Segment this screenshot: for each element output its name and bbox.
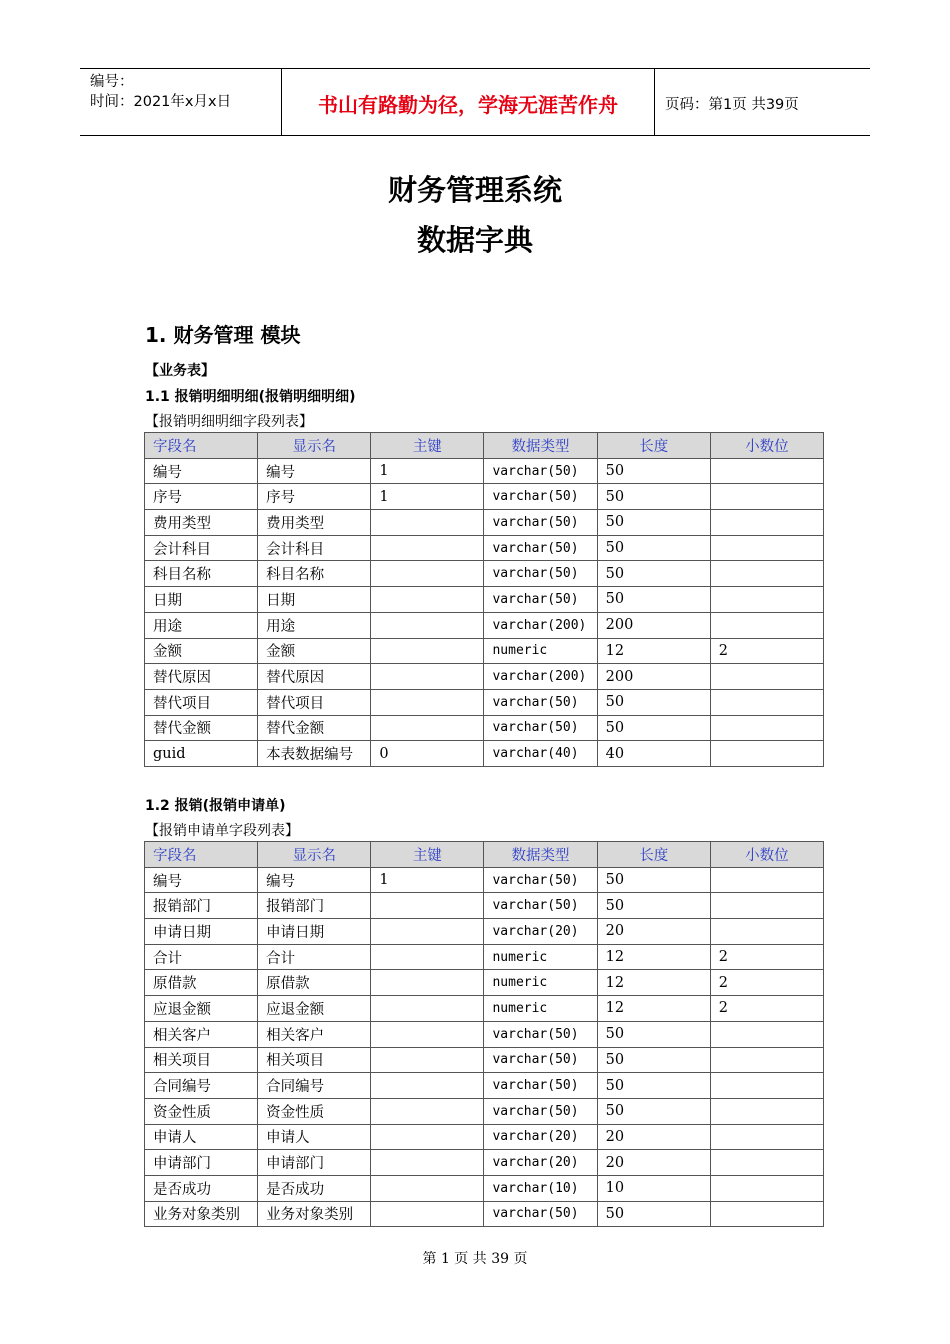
table-row	[145, 1021, 824, 1047]
table-cell: varchar(50)	[484, 1021, 597, 1047]
table-cell: varchar(10)	[484, 1175, 597, 1201]
table-row	[145, 484, 824, 510]
table-row	[145, 535, 824, 561]
table-cell: 申请人	[258, 1124, 371, 1150]
header-motto: 书山有路勤为径，学海无涯苦作舟	[282, 69, 655, 135]
table-row	[145, 1047, 824, 1073]
table-cell	[710, 612, 823, 638]
table-row	[145, 587, 824, 613]
table-cell	[710, 1021, 823, 1047]
table-cell	[710, 1047, 823, 1073]
table-cell: 替代金额	[145, 715, 258, 741]
table-cell	[371, 970, 484, 996]
table-cell	[710, 561, 823, 587]
table-row	[145, 1073, 824, 1099]
table-cell: 合计	[258, 944, 371, 970]
table-cell	[710, 535, 823, 561]
table-row	[145, 1201, 824, 1227]
table-cell	[710, 715, 823, 741]
table-cell	[710, 1175, 823, 1201]
table-cell: 1	[371, 458, 484, 484]
table-row	[145, 689, 824, 715]
table-cell	[371, 1175, 484, 1201]
table-cell: 费用类型	[258, 510, 371, 536]
table-cell	[371, 944, 484, 970]
table-cell: 是否成功	[145, 1175, 258, 1201]
table-cell	[710, 1073, 823, 1099]
column-header: 小数位	[710, 842, 823, 868]
table-cell: 50	[597, 893, 710, 919]
table-cell: 2	[710, 996, 823, 1022]
header-page-info: 页码：第1页 共39页	[665, 96, 799, 113]
table-cell: 替代项目	[258, 689, 371, 715]
table-row	[145, 1175, 824, 1201]
table-cell	[371, 1073, 484, 1099]
table-cell: 50	[597, 867, 710, 893]
table-cell: varchar(50)	[484, 484, 597, 510]
table-cell: 本表数据编号	[258, 741, 371, 767]
table-cell	[371, 1201, 484, 1227]
table-row	[145, 867, 824, 893]
table-cell: 序号	[258, 484, 371, 510]
table-cell	[371, 612, 484, 638]
table-cell: 金额	[258, 638, 371, 664]
table-cell: 会计科目	[258, 535, 371, 561]
table-cell	[371, 1098, 484, 1124]
table-cell: 1	[371, 484, 484, 510]
table-cell	[710, 1098, 823, 1124]
table-cell: numeric	[484, 944, 597, 970]
table-row	[145, 970, 824, 996]
table-cell: 2	[710, 638, 823, 664]
table-cell: 50	[597, 510, 710, 536]
table-cell: 50	[597, 1073, 710, 1099]
table-cell: 序号	[145, 484, 258, 510]
column-header: 数据类型	[484, 842, 597, 868]
table-cell: guid	[145, 741, 258, 767]
table-cell: 50	[597, 1098, 710, 1124]
table-2-heading: 1.2 报销(报销申请单)	[145, 798, 286, 814]
table-cell: varchar(50)	[484, 893, 597, 919]
table-row	[145, 561, 824, 587]
table-row	[145, 741, 824, 767]
table-cell: 相关项目	[145, 1047, 258, 1073]
table-cell	[371, 587, 484, 613]
table-cell: varchar(50)	[484, 715, 597, 741]
table-cell	[710, 1150, 823, 1176]
table-cell: 合计	[145, 944, 258, 970]
table-row	[145, 1150, 824, 1176]
table-cell: 12	[597, 944, 710, 970]
table-cell	[710, 919, 823, 945]
table-cell	[710, 1201, 823, 1227]
table-cell	[710, 458, 823, 484]
table-cell: 50	[597, 587, 710, 613]
table-cell: 用途	[145, 612, 258, 638]
table-cell: 编号	[258, 458, 371, 484]
table-cell: varchar(200)	[484, 612, 597, 638]
column-header: 字段名	[145, 433, 258, 459]
table-cell	[710, 587, 823, 613]
table-cell: 日期	[145, 587, 258, 613]
table-cell: 替代原因	[145, 664, 258, 690]
table-cell: numeric	[484, 996, 597, 1022]
table-cell: numeric	[484, 970, 597, 996]
table-cell: 50	[597, 484, 710, 510]
header-meta	[80, 69, 282, 135]
column-header: 数据类型	[484, 433, 597, 459]
table-cell: 是否成功	[258, 1175, 371, 1201]
table-header-row	[145, 842, 824, 868]
table-cell: varchar(50)	[484, 458, 597, 484]
table-cell: 申请日期	[258, 919, 371, 945]
table-cell	[371, 996, 484, 1022]
table-cell: 200	[597, 612, 710, 638]
document-title: 财务管理系统	[387, 173, 562, 207]
table-cell: 申请人	[145, 1124, 258, 1150]
page-header	[80, 68, 870, 136]
table-cell: 业务对象类别	[258, 1201, 371, 1227]
table-cell	[371, 638, 484, 664]
table-cell: 业务对象类别	[145, 1201, 258, 1227]
document-subtitle: 数据字典	[416, 223, 533, 257]
table-cell: 报销部门	[258, 893, 371, 919]
table-cell	[371, 893, 484, 919]
page-footer: 第 1 页 共 39 页	[422, 1251, 528, 1267]
table-row	[145, 458, 824, 484]
table-cell: 报销部门	[145, 893, 258, 919]
table-cell: varchar(50)	[484, 587, 597, 613]
table-cell: 资金性质	[145, 1098, 258, 1124]
table-cell: varchar(50)	[484, 535, 597, 561]
table-cell: 会计科目	[145, 535, 258, 561]
table-cell: 50	[597, 1201, 710, 1227]
table-cell: 科目名称	[145, 561, 258, 587]
table-cell: varchar(20)	[484, 919, 597, 945]
table-row	[145, 893, 824, 919]
table-cell: 替代项目	[145, 689, 258, 715]
table-cell	[371, 689, 484, 715]
table-cell: 应退金额	[258, 996, 371, 1022]
table-row	[145, 510, 824, 536]
table-1-heading: 1.1 报销明细明细(报销明细明细)	[145, 389, 356, 405]
header-number-label: 编号：	[90, 74, 134, 90]
table-cell	[710, 1124, 823, 1150]
table-1-list-title: 【报销明细明细字段列表】	[145, 414, 313, 430]
table-cell: varchar(50)	[484, 561, 597, 587]
table-cell: 2	[710, 944, 823, 970]
table-cell: varchar(20)	[484, 1124, 597, 1150]
table-cell	[710, 664, 823, 690]
table-row	[145, 944, 824, 970]
section-heading: 1. 财务管理 模块	[145, 323, 301, 347]
column-header: 字段名	[145, 842, 258, 868]
column-header: 长度	[597, 842, 710, 868]
table-cell: 应退金额	[145, 996, 258, 1022]
table-cell	[371, 919, 484, 945]
table-cell: varchar(50)	[484, 1073, 597, 1099]
table-cell: varchar(50)	[484, 1047, 597, 1073]
table-cell: 12	[597, 996, 710, 1022]
column-header: 长度	[597, 433, 710, 459]
table-row	[145, 715, 824, 741]
header-time-label: 时间：2021年x月x日	[90, 94, 232, 110]
table-cell	[710, 484, 823, 510]
table-cell: 0	[371, 741, 484, 767]
table-cell: 50	[597, 1021, 710, 1047]
table-2-list-title: 【报销申请单字段列表】	[145, 823, 299, 839]
column-header: 小数位	[710, 433, 823, 459]
table-cell	[710, 741, 823, 767]
table-cell: numeric	[484, 638, 597, 664]
table-cell: 费用类型	[145, 510, 258, 536]
table-cell: 资金性质	[258, 1098, 371, 1124]
table-cell: 50	[597, 458, 710, 484]
table-cell: 编号	[258, 867, 371, 893]
table-cell: varchar(200)	[484, 664, 597, 690]
table-cell: 12	[597, 638, 710, 664]
table-cell: 申请日期	[145, 919, 258, 945]
table-cell	[371, 1021, 484, 1047]
table-cell: 50	[597, 561, 710, 587]
table-cell: varchar(50)	[484, 1201, 597, 1227]
table-cell: 2	[710, 970, 823, 996]
table-cell	[371, 561, 484, 587]
table-cell	[371, 664, 484, 690]
section-category: 【业务表】	[145, 363, 215, 379]
table-cell: 200	[597, 664, 710, 690]
table-cell	[710, 689, 823, 715]
table-cell: 原借款	[145, 970, 258, 996]
table-cell: varchar(50)	[484, 689, 597, 715]
table-cell: 申请部门	[258, 1150, 371, 1176]
table-cell: 40	[597, 741, 710, 767]
table-cell: 合同编号	[258, 1073, 371, 1099]
table-cell	[710, 867, 823, 893]
table-header-row	[145, 433, 824, 459]
table-row	[145, 919, 824, 945]
table-cell	[371, 1047, 484, 1073]
table-row	[145, 1098, 824, 1124]
table-cell	[710, 510, 823, 536]
table-cell: 用途	[258, 612, 371, 638]
table-cell: 10	[597, 1175, 710, 1201]
table-cell: 1	[371, 867, 484, 893]
table-row	[145, 664, 824, 690]
table-cell: 20	[597, 1150, 710, 1176]
table-cell: 相关客户	[258, 1021, 371, 1047]
column-header: 主键	[371, 842, 484, 868]
table-cell: 20	[597, 1124, 710, 1150]
table-cell	[710, 893, 823, 919]
table-cell: 编号	[145, 867, 258, 893]
table-cell: varchar(40)	[484, 741, 597, 767]
table-cell	[371, 510, 484, 536]
table-cell: 50	[597, 1047, 710, 1073]
table-row	[145, 996, 824, 1022]
field-table-2	[144, 841, 824, 1227]
table-cell: 50	[597, 715, 710, 741]
table-cell	[371, 535, 484, 561]
table-cell: 金额	[145, 638, 258, 664]
table-row	[145, 1124, 824, 1150]
table-cell: varchar(50)	[484, 867, 597, 893]
column-header: 显示名	[258, 842, 371, 868]
table-cell: 50	[597, 535, 710, 561]
table-cell: 替代原因	[258, 664, 371, 690]
table-cell: 相关项目	[258, 1047, 371, 1073]
field-table-1	[144, 432, 824, 767]
table-cell: 50	[597, 689, 710, 715]
table-row	[145, 638, 824, 664]
table-cell: varchar(50)	[484, 1098, 597, 1124]
table-cell: varchar(20)	[484, 1150, 597, 1176]
table-row	[145, 612, 824, 638]
table-cell: 12	[597, 970, 710, 996]
table-cell	[371, 1150, 484, 1176]
table-cell	[371, 715, 484, 741]
table-cell: 日期	[258, 587, 371, 613]
table-cell: 合同编号	[145, 1073, 258, 1099]
table-cell: 科目名称	[258, 561, 371, 587]
table-cell: 20	[597, 919, 710, 945]
table-cell: varchar(50)	[484, 510, 597, 536]
table-cell: 原借款	[258, 970, 371, 996]
table-cell: 替代金额	[258, 715, 371, 741]
column-header: 显示名	[258, 433, 371, 459]
table-cell: 申请部门	[145, 1150, 258, 1176]
table-cell: 相关客户	[145, 1021, 258, 1047]
table-cell: 编号	[145, 458, 258, 484]
column-header: 主键	[371, 433, 484, 459]
table-cell	[371, 1124, 484, 1150]
